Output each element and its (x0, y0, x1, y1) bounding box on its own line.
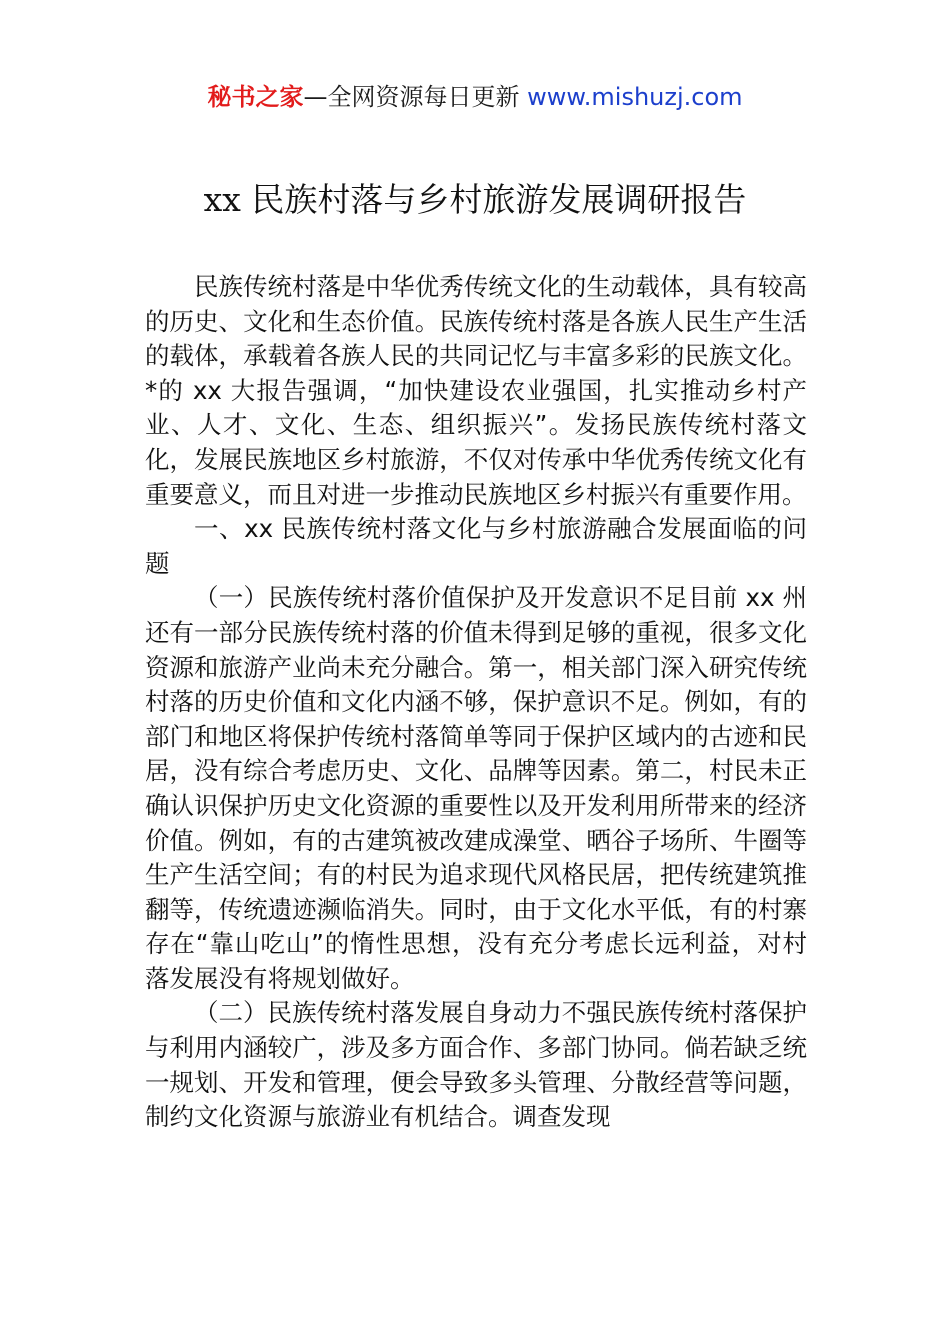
paragraph-problem-2: （二）民族传统村落发展自身动力不强民族传统村落保护与利用内涵较广，涉及多方面合作、多部门协同。倘若缺乏统一规划、开发和管理，便会导致多头管理、分散经营等问题，制约文化资源与旅游业有机结合。调查发现 (145, 998, 807, 1132)
document-title: xx 民族村落与乡村旅游发展调研报告 (203, 180, 747, 219)
document-body (145, 270, 807, 1135)
site-banner (0, 80, 950, 114)
brand-name: 秘书之家 (207, 83, 304, 111)
paragraph-intro: 民族传统村落是中华优秀传统文化的生动载体，具有较高的历史、文化和生态价值。民族传统村落是各族人民生产生活的载体，承载着各族人民的共同记忆与丰富多彩的民族文化。*的 xx 大报告强调，“加快建设农业强国，扎实推动乡村产业、人才、文化、生态、组织振兴”。发扬民族传统村落文化，发展民族地区乡村旅游，不仅对传承中华优秀传统文化有重要意义，而且对进一步推动民族地区乡村振兴有重要作用。 (145, 272, 807, 509)
site-url-link[interactable]: www.mishuzj.com (527, 83, 743, 111)
section-heading-1: 一、xx 民族传统村落文化与乡村旅游融合发展面临的问题 (145, 514, 807, 578)
banner-tagline: —全网资源每日更新 (303, 83, 528, 111)
paragraph-problem-1: （一）民族传统村落价值保护及开发意识不足目前 xx 州还有一部分民族传统村落的价值未得到足够的重视，很多文化资源和旅游产业尚未充分融合。第一，相关部门深入研究传统村落的历史价值和文化内涵不够，保护意识不足。例如，有的部门和地区将保护传统村落简单等同于保护区域内的古迹和民居，没有综合考虑历史、文化、品牌等因素。第二，村民未正确认识保护历史文化资源的重要性以及开发利用所带来的经济价值。例如，有的古建筑被改建成澡堂、晒谷子场所、牛圈等生产生活空间；有的村民为追求现代风格民居，把传统建筑推翻等，传统遗迹濒临消失。同时，由于文化水平低，有的村寨存在“靠山吃山”的惰性思想，没有充分考虑长远利益，对村落发展没有将规划做好。 (145, 583, 807, 993)
